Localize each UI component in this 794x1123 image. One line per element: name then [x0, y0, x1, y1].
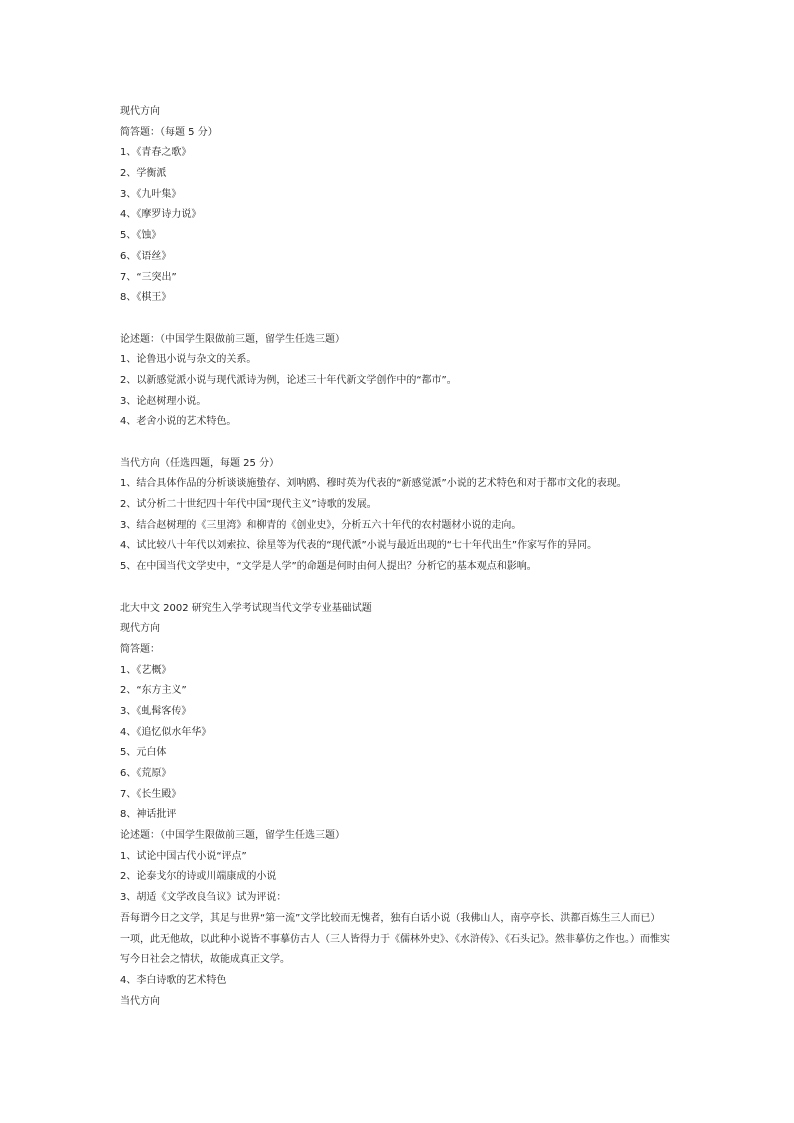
text-line: 2、论泰戈尔的诗或川端康成的小说 [120, 871, 277, 883]
text-section [120, 599, 720, 1013]
text-line: 4、老舍小说的艺术特色。 [120, 416, 237, 428]
text-line: 3、《虬髯客传》 [120, 705, 192, 717]
document-page [120, 102, 720, 1033]
text-line: 8、神话批评 [120, 809, 177, 821]
text-line: 7、“三突出” [120, 271, 177, 283]
text-line: 1、论鲁迅小说与杂文的关系。 [120, 354, 257, 366]
text-section [120, 454, 720, 578]
text-line: 5、在中国当代文学史中，“文学是人学”的命题是何时由何人提出？分析它的基本观点和影响。 [120, 561, 537, 573]
text-line: 现代方向 [120, 106, 160, 117]
text-line: 5、《蚀》 [120, 230, 162, 242]
text-line: 一项，此无他故，以此种小说皆不事摹仿古人（三人皆得力于《儒林外史》、《水浒传》、《石头记》。然非摹仿之作也。）而惟实 [120, 933, 670, 945]
text-line: 论述题：（中国学生限做前三题，留学生任选三题） [120, 333, 345, 345]
text-line: 4、《追忆似水年华》 [120, 726, 212, 738]
text-line: 4、试比较八十年代以刘索拉、徐星等为代表的“现代派”小说与最近出现的“七十年代出生”作家写作的异同。 [120, 540, 598, 552]
text-line: 吾每谓今日之文学，其足与世界“第一流”文学比较而无愧者，独有白话小说（我佛山人，南亭亭长、洪都百炼生三人而已） [120, 912, 661, 924]
text-line: 6、《语丝》 [120, 250, 172, 262]
text-line: 论述题：（中国学生限做前三题，留学生任选三题） [120, 830, 345, 842]
text-line: 简答题： [120, 643, 160, 655]
text-line: 现代方向 [120, 623, 160, 635]
text-line: 7、《长生殿》 [120, 788, 182, 800]
text-line: 1、试论中国古代小说“评点” [120, 850, 247, 862]
text-line: 3、论赵树理小说。 [120, 395, 207, 407]
text-line: 写今日社会之情状，故能成真正文学。 [120, 954, 290, 966]
text-line: 当代方向 [120, 995, 160, 1007]
text-line: 2、“东方主义” [120, 685, 187, 697]
text-line: 2、以新感觉派小说与现代派诗为例，论述三十年代新文学创作中的“都市”。 [120, 374, 457, 386]
text-line: 2、试分析二十世纪四十年代中国“现代主义”诗歌的发展。 [120, 499, 377, 511]
text-line: 1、《青春之歌》 [120, 147, 192, 159]
text-line: 3、《九叶集》 [120, 188, 182, 200]
text-line: 8、《棋王》 [120, 292, 172, 304]
text-line: 4、李白诗歌的艺术特色 [120, 974, 227, 986]
text-line: 3、结合赵树理的《三里湾》和柳青的《创业史》，分析五六十年代的农村题材小说的走向。 [120, 519, 522, 531]
text-line: 1、结合具体作品的分析谈谈施蛰存、刘呐鸥、穆时英为代表的“新感觉派”小说的艺术特色和对于都市文化的表现。 [120, 478, 627, 490]
text-line: 5、元白体 [120, 747, 167, 759]
text-line: 当代方向（任选四题，每题 25 分） [120, 457, 280, 469]
text-line: 2、学衡派 [120, 168, 167, 180]
text-line: 北大中文 2002 研究生入学考试现当代文学专业基础试题 [120, 602, 372, 614]
text-section [120, 330, 720, 433]
text-section [120, 102, 720, 309]
text-line: 简答题：（每题 5 分） [120, 126, 218, 138]
text-line: 3、胡适《文学改良刍议》试为评说： [120, 892, 287, 904]
text-line: 1、《艺概》 [120, 664, 172, 676]
text-line: 6、《荒原》 [120, 768, 172, 779]
text-line: 4、《摩罗诗力说》 [120, 209, 202, 221]
